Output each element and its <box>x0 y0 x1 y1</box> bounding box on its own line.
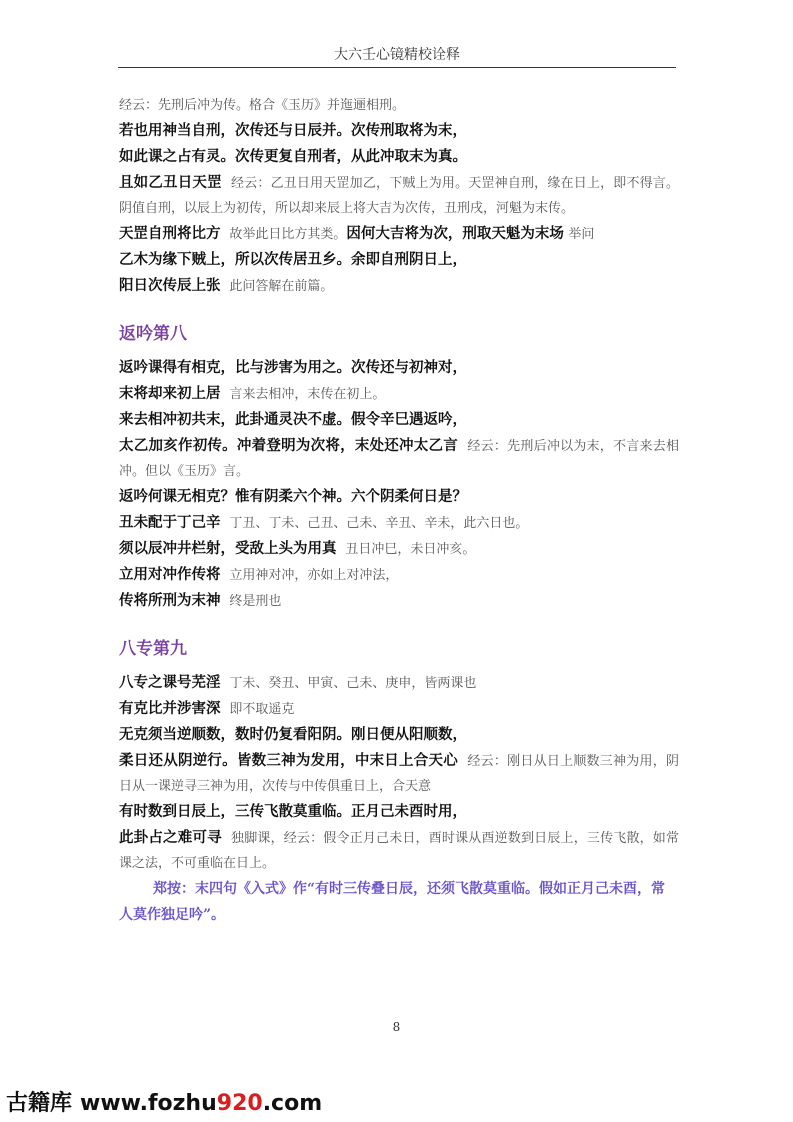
commentary: 终是刑也 <box>229 594 282 609</box>
verse: 乙木为缘下贼上，所以次传居丑乡。余即自刑阴日上， <box>119 251 467 268</box>
note-text: 末四句《入式》作“有时三传叠日辰，还须飞散莫重临。假如正月己未酉，常人莫作独足吟”。 <box>119 881 666 923</box>
text-paragraph <box>119 825 679 876</box>
header-rule <box>118 67 676 68</box>
verse: 天罡自刑将比方 <box>119 225 221 242</box>
section-heading: 八专第九 <box>119 639 187 659</box>
spacer <box>119 662 679 670</box>
verse: 须以辰冲井栏射，受敌上头为用真 <box>119 540 337 557</box>
watermark <box>6 1086 322 1117</box>
text-paragraph <box>119 433 679 484</box>
watermark-url-prefix: www.fozhu <box>80 1091 217 1116</box>
editor-note <box>119 876 679 928</box>
text-paragraph <box>119 170 679 221</box>
commentary: 即不取遥克 <box>229 702 295 717</box>
verse: 立用对冲作传将 <box>119 566 221 583</box>
commentary: 经云：先刑后冲为传。格合《玉历》并迤逦相刑。 <box>119 98 406 113</box>
page-number: 8 <box>392 1020 401 1034</box>
verse: 返吟何课无相克？惟有阴柔六个神。六个阴柔何日是？ <box>119 488 467 505</box>
section-heading: 返吟第八 <box>119 324 187 344</box>
text-line <box>119 92 679 118</box>
commentary: 此问答解在前篇。 <box>229 279 334 294</box>
text-line <box>119 381 679 407</box>
note-label: 郑按： <box>153 881 195 897</box>
verse-line <box>119 247 679 273</box>
verse-line <box>119 118 679 144</box>
verse: 有克比并涉害深 <box>119 700 221 717</box>
spacer <box>119 347 679 355</box>
verse: 末将却来初上居 <box>119 385 221 402</box>
watermark-url-suffix: .com <box>262 1091 323 1116</box>
text-line <box>119 696 679 722</box>
commentary: 丁丑、丁未、己丑、己未、辛丑、辛未，此六日也。 <box>229 516 529 531</box>
verse: 无克须当逆顺数，数时仍复看阳阴。刚日便从阳顺数， <box>119 726 467 743</box>
text-line <box>119 273 679 299</box>
text-line <box>119 562 679 588</box>
verse: 八专之课号芜淫 <box>119 674 221 691</box>
commentary: 举问 <box>568 227 595 242</box>
verse: 丑未配于丁己辛 <box>119 514 221 531</box>
verse: 返吟课得有相克，比与涉害为用之。次传还与初神对， <box>119 359 467 376</box>
commentary: 经云：先刑后冲以为末，不言来去相冲。但以《玉历》言。 <box>119 439 679 479</box>
commentary: 言来去相冲，末传在初上。 <box>229 387 386 402</box>
verse: 有时数到日辰上，三传飞散莫重临。正月己未酉时用， <box>119 803 467 820</box>
text-line <box>119 588 679 614</box>
verse-line <box>119 799 679 825</box>
verse-line <box>119 407 679 433</box>
verse: 若也用神当自刑，次传还与日辰并。次传刑取将为末， <box>119 122 467 139</box>
text-line <box>119 510 679 536</box>
verse-line <box>119 355 679 381</box>
verse: 因何大吉将为次，刑取天魁为末场 <box>346 225 564 242</box>
commentary: 经云：乙丑日用天罡加乙，下贼上为用。天罡神自刑，缘在日上，即不得言。阴值自刑，以辰上为初传，所以却来辰上将大吉为次传，丑刑戌，河魁为末传。 <box>119 176 679 216</box>
verse: 此卦占之难可寻 <box>119 829 222 846</box>
verse: 柔日还从阴逆行。皆数三神为发用，中末日上合天心 <box>119 752 459 769</box>
verse-line <box>119 484 679 510</box>
text-paragraph <box>119 748 679 799</box>
page-content <box>119 92 679 928</box>
commentary: 丑日冲巳，未日冲亥。 <box>345 542 476 557</box>
verse: 如此课之占有灵。次传更复自刑者，从此冲取末为真。 <box>119 148 467 165</box>
commentary: 经云：刚日从日上顺数三神为用，阴日从一课逆寻三神为用，次传与中传俱重日上，合天意 <box>119 754 679 794</box>
page-header-title: 大六壬心镜精校诠释 <box>334 47 460 63</box>
spacer <box>119 299 679 321</box>
watermark-url-number: 920 <box>216 1091 263 1116</box>
commentary: 故举此日比方其类。 <box>229 227 347 242</box>
text-line <box>119 221 679 247</box>
verse: 阳日次传辰上张 <box>119 277 221 294</box>
verse: 且如乙丑日天罡 <box>119 174 222 191</box>
commentary: 立用神对冲，亦如上对冲法， <box>229 568 399 583</box>
verse-line <box>119 722 679 748</box>
spacer <box>119 614 679 636</box>
text-line <box>119 536 679 562</box>
verse-line <box>119 144 679 170</box>
watermark-name: 古籍库 <box>6 1091 73 1116</box>
commentary: 独脚课，经云：假令正月己未日，酉时课从酉逆数到日辰上，三传飞散，如常课之法，不可重临在日上。 <box>119 831 679 871</box>
commentary: 丁未、癸丑、甲寅、己未、庚申，皆两课也 <box>229 676 477 691</box>
verse: 传将所刑为末神 <box>119 592 221 609</box>
text-line <box>119 670 679 696</box>
verse: 太乙加亥作初传。冲着登明为次将，末处还冲太乙言 <box>119 437 459 454</box>
verse: 来去相冲初共末，此卦通灵决不虚。假令辛巳遇返吟， <box>119 411 467 428</box>
